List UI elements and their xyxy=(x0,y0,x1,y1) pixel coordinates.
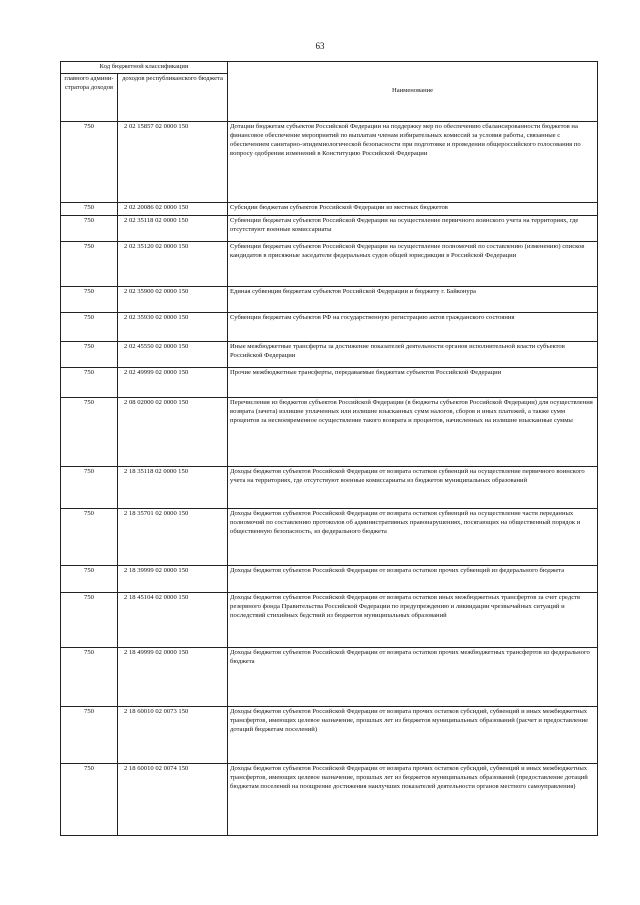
header-chief-administrator: главного админи-стратора доходов xyxy=(61,73,118,121)
header-budget-code-group: Код бюджетной классификации xyxy=(61,62,228,74)
header-revenue-code: доходов республиканского бюджета xyxy=(118,73,228,121)
revenue-code: 2 02 15857 02 0000 150 xyxy=(118,121,228,202)
admin-code: 750 xyxy=(61,341,118,367)
revenue-name: Перечисления из бюджетов субъектов Российской Федерации (в бюджеты субъектов Российской Федерации) для осуществления возврата (зачета) излишне уплаченных или излишне взысканных сумм налогов, сборов и иных платежей, а также сумм процентов за несвоевременное осуществление такого возврата и процентов, начисленных на излишне взысканные суммы xyxy=(228,397,598,466)
table-row xyxy=(61,215,598,241)
admin-code: 750 xyxy=(61,647,118,706)
admin-code: 750 xyxy=(61,121,118,202)
revenue-name: Доходы бюджетов субъектов Российской Федерации от возврата прочих остатков субсидий, субвенций и иных межбюджетных трансфертов, имеющих целевое назначение, прошлых лет из бюджетов муниципальных образований (предоставление дотаций бюджетам поселений на поощрение достижения наилучших показателей деятельности органов местного самоуправления) xyxy=(228,763,598,835)
admin-code: 750 xyxy=(61,397,118,466)
table-row xyxy=(61,241,598,286)
revenue-name: Доходы бюджетов субъектов Российской Федерации от возврата остатков субвенций на осуществление части переданных полномочий по составлению протоколов об административных правонарушениях, посягающих на общественный порядок и общественную безопасность, из федерального бюджета xyxy=(228,508,598,565)
table-row xyxy=(61,341,598,367)
admin-code: 750 xyxy=(61,215,118,241)
revenue-code: 2 18 35701 02 0000 150 xyxy=(118,508,228,565)
revenue-name: Субвенции бюджетам субъектов Российской Федерации на осуществление первичного воинского учета на территориях, где отсутствуют военные комиссариаты xyxy=(228,215,598,241)
header-name: Наименование xyxy=(228,62,598,122)
table-row xyxy=(61,312,598,341)
revenue-name: Единая субвенция бюджетам субъектов Российской Федерации и бюджету г. Байконура xyxy=(228,286,598,312)
revenue-name: Доходы бюджетов субъектов Российской Федерации от возврата остатков прочих межбюджетных трансфертов из федерального бюджета xyxy=(228,647,598,706)
revenue-name: Дотации бюджетам субъектов Российской Федерации на поддержку мер по обеспечению сбалансированности бюджетов на финансовое обеспечение мероприятий по выплатам членам избирательных комиссий за условия работы, связанные с обеспечением санитарно-эпидемиологической безопасности при подготовке и проведении общероссийского голосования по вопросу одобрения изменений в Конституцию Российской Федерации xyxy=(228,121,598,202)
admin-code: 750 xyxy=(61,367,118,397)
admin-code: 750 xyxy=(61,466,118,508)
revenue-name: Субвенции бюджетам субъектов Российской Федерации на осуществление полномочий по составлению (изменению) списков кандидатов в присяжные заседатели федеральных судов общей юрисдикции в Российской Федерации xyxy=(228,241,598,286)
revenue-name: Субвенции бюджетам субъектов РФ на государственную регистрацию актов гражданского состояния xyxy=(228,312,598,341)
revenue-code: 2 02 35120 02 0000 150 xyxy=(118,241,228,286)
table-row xyxy=(61,706,598,763)
table-row xyxy=(61,592,598,647)
admin-code: 750 xyxy=(61,312,118,341)
revenue-name: Прочие межбюджетные трансферты, передаваемые бюджетам субъектов Российской Федерации xyxy=(228,367,598,397)
budget-classification-table xyxy=(60,61,598,836)
revenue-code: 2 18 35118 02 0000 150 xyxy=(118,466,228,508)
revenue-code: 2 02 49999 02 0000 150 xyxy=(118,367,228,397)
table-row xyxy=(61,367,598,397)
revenue-code: 2 18 49999 02 0000 150 xyxy=(118,647,228,706)
admin-code: 750 xyxy=(61,706,118,763)
revenue-name: Иные межбюджетные трансферты за достижение показателей деятельности органов исполнительной власти субъектов Российской Федерации xyxy=(228,341,598,367)
revenue-code: 2 18 45104 02 0000 150 xyxy=(118,592,228,647)
revenue-code: 2 02 20086 02 0000 150 xyxy=(118,202,228,215)
revenue-code: 2 02 35930 02 0000 150 xyxy=(118,312,228,341)
admin-code: 750 xyxy=(61,286,118,312)
revenue-code: 2 18 60010 02 0074 150 xyxy=(118,763,228,835)
table-row xyxy=(61,565,598,592)
table-row xyxy=(61,202,598,215)
revenue-name: Доходы бюджетов субъектов Российской Федерации от возврата остатков иных межбюджетных трансфертов за счет средств резервного фонда Правительства Российской Федерации по предупреждению и ликвидации чрезвычайных ситуаций и последствий стихийных бедствий из бюджетов муниципальных образований xyxy=(228,592,598,647)
revenue-name: Доходы бюджетов субъектов Российской Федерации от возврата остатков прочих субвенций из федерального бюджета xyxy=(228,565,598,592)
revenue-code: 2 02 45550 02 0000 150 xyxy=(118,341,228,367)
table-row xyxy=(61,508,598,565)
admin-code: 750 xyxy=(61,565,118,592)
revenue-code: 2 18 39999 02 0000 150 xyxy=(118,565,228,592)
revenue-name: Субсидии бюджетам субъектов Российской Федерации из местных бюджетов xyxy=(228,202,598,215)
admin-code: 750 xyxy=(61,241,118,286)
revenue-code: 2 02 35118 02 0000 150 xyxy=(118,215,228,241)
revenue-name: Доходы бюджетов субъектов Российской Федерации от возврата прочих остатков субсидий, субвенций и иных межбюджетных трансфертов, имеющих целевое назначение, прошлых лет из бюджетов муниципальных образований (расчет и предоставление дотаций бюджетам поселений) xyxy=(228,706,598,763)
revenue-name: Доходы бюджетов субъектов Российской Федерации от возврата остатков субвенций на осуществление первичного воинского учета на территориях, где отсутствуют военные комиссариаты из бюджетов муниципальных образований xyxy=(228,466,598,508)
table-row xyxy=(61,121,598,202)
admin-code: 750 xyxy=(61,202,118,215)
table-row xyxy=(61,286,598,312)
table-row xyxy=(61,466,598,508)
revenue-code: 2 02 35900 02 0000 150 xyxy=(118,286,228,312)
table-row xyxy=(61,647,598,706)
admin-code: 750 xyxy=(61,763,118,835)
page-number: 63 xyxy=(315,41,325,51)
admin-code: 750 xyxy=(61,592,118,647)
table-row xyxy=(61,397,598,466)
admin-code: 750 xyxy=(61,508,118,565)
revenue-code: 2 08 02000 02 0000 150 xyxy=(118,397,228,466)
revenue-code: 2 18 60010 02 0073 150 xyxy=(118,706,228,763)
table-row xyxy=(61,763,598,835)
